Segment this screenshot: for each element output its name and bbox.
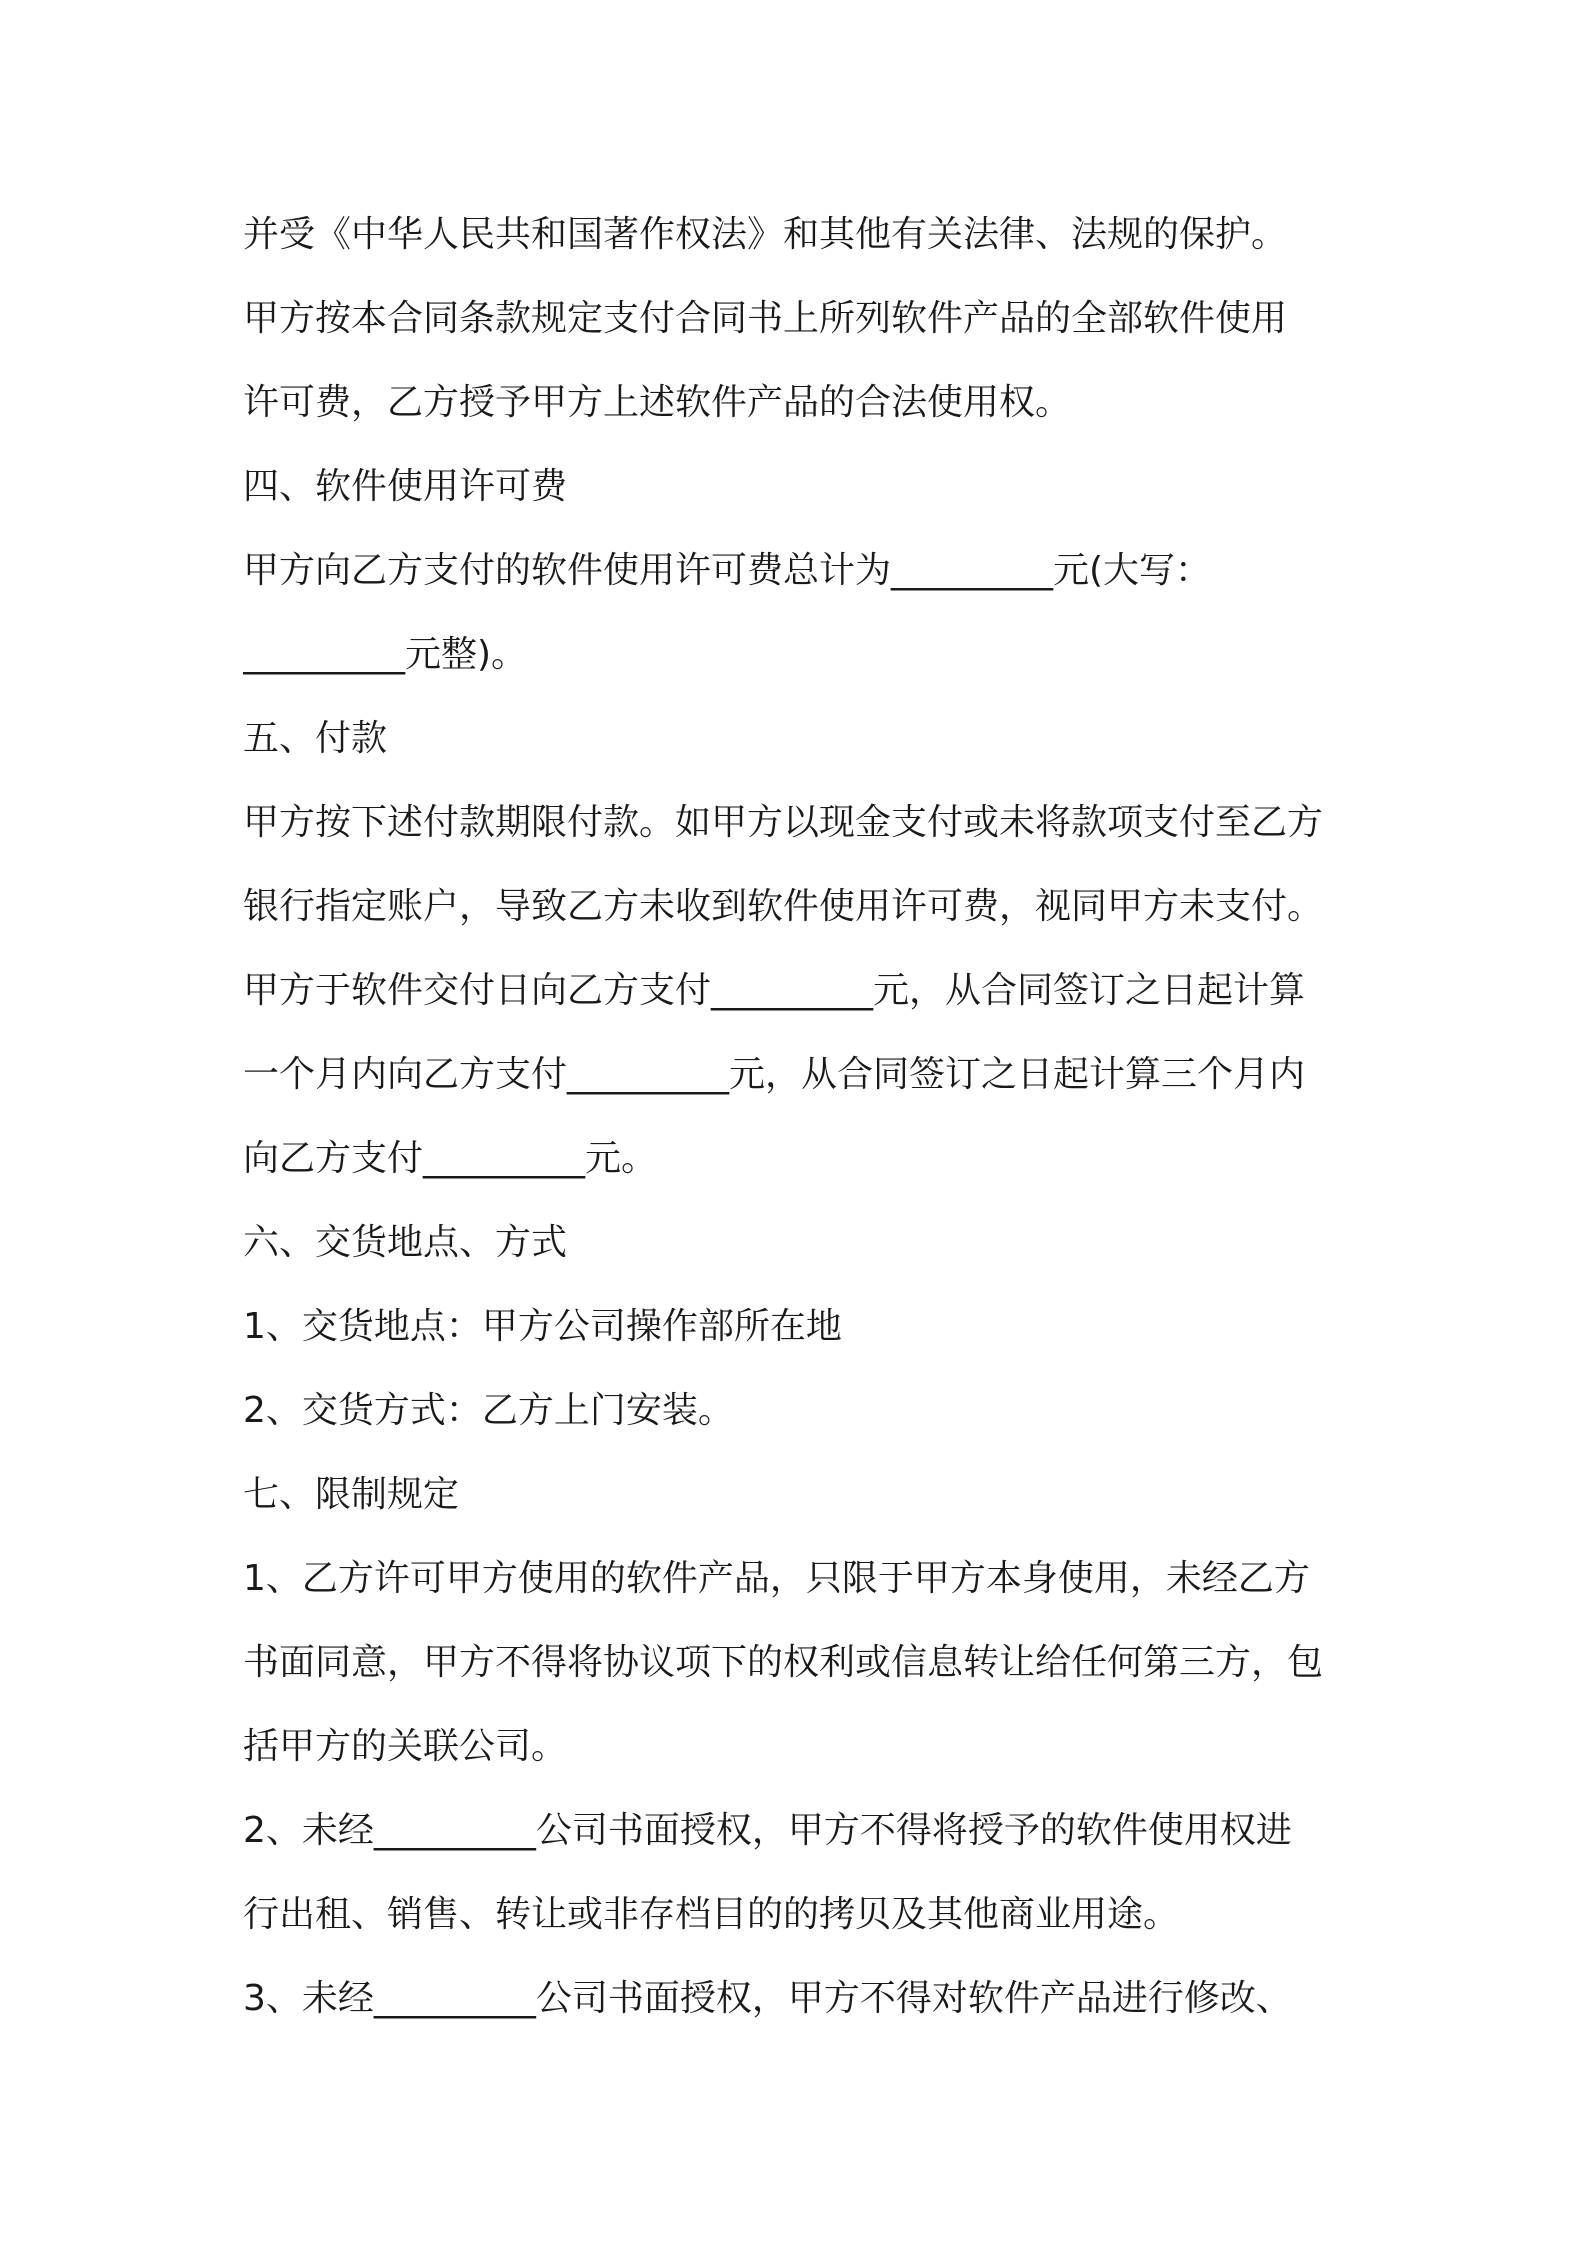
text-line: 1、乙方许可甲方使用的软件产品，只限于甲方本身使用，未经乙方 — [243, 1558, 1310, 1599]
text-line: 并受《中华人民共和国著作权法》和其他有关法律、法规的保护。 — [243, 214, 1288, 255]
text-line: 甲方向乙方支付的软件使用许可费总计为_________元(大写： — [243, 550, 1212, 591]
section-heading: 五、付款 — [243, 718, 388, 759]
section-heading: 六、交货地点、方式 — [243, 1222, 568, 1263]
text-line: 行出租、销售、转让或非存档目的的拷贝及其他商业用途。 — [243, 1894, 1180, 1935]
text-line: _________元整)。 — [243, 634, 528, 675]
text-line: 向乙方支付_________元。 — [243, 1138, 658, 1179]
text-line: 书面同意，甲方不得将协议项下的权利或信息转让给任何第三方，包 — [243, 1642, 1324, 1683]
text-line: 1、交货地点：甲方公司操作部所在地 — [243, 1306, 842, 1347]
text-line: 许可费，乙方授予甲方上述软件产品的合法使用权。 — [243, 382, 1072, 423]
text-line: 2、未经_________公司书面授权，甲方不得将授予的软件使用权进 — [243, 1810, 1292, 1851]
document-body — [243, 193, 1355, 2041]
text-line: 甲方按本合同条款规定支付合同书上所列软件产品的全部软件使用 — [243, 298, 1288, 339]
text-line: 3、未经_________公司书面授权，甲方不得对软件产品进行修改、 — [243, 1978, 1292, 2019]
text-line: 银行指定账户，导致乙方未收到软件使用许可费，视同甲方未支付。 — [243, 886, 1324, 927]
text-line: 甲方于软件交付日向乙方支付_________元，从合同签订之日起计算 — [243, 970, 1306, 1011]
text-line: 括甲方的关联公司。 — [243, 1726, 568, 1767]
text-line: 一个月内向乙方支付_________元，从合同签订之日起计算三个月内 — [243, 1054, 1306, 1095]
text-line: 甲方按下述付款期限付款。如甲方以现金支付或未将款项支付至乙方 — [243, 802, 1324, 843]
section-heading: 四、软件使用许可费 — [243, 466, 568, 507]
section-heading: 七、限制规定 — [243, 1474, 460, 1515]
text-line: 2、交货方式：乙方上门安装。 — [243, 1390, 734, 1431]
